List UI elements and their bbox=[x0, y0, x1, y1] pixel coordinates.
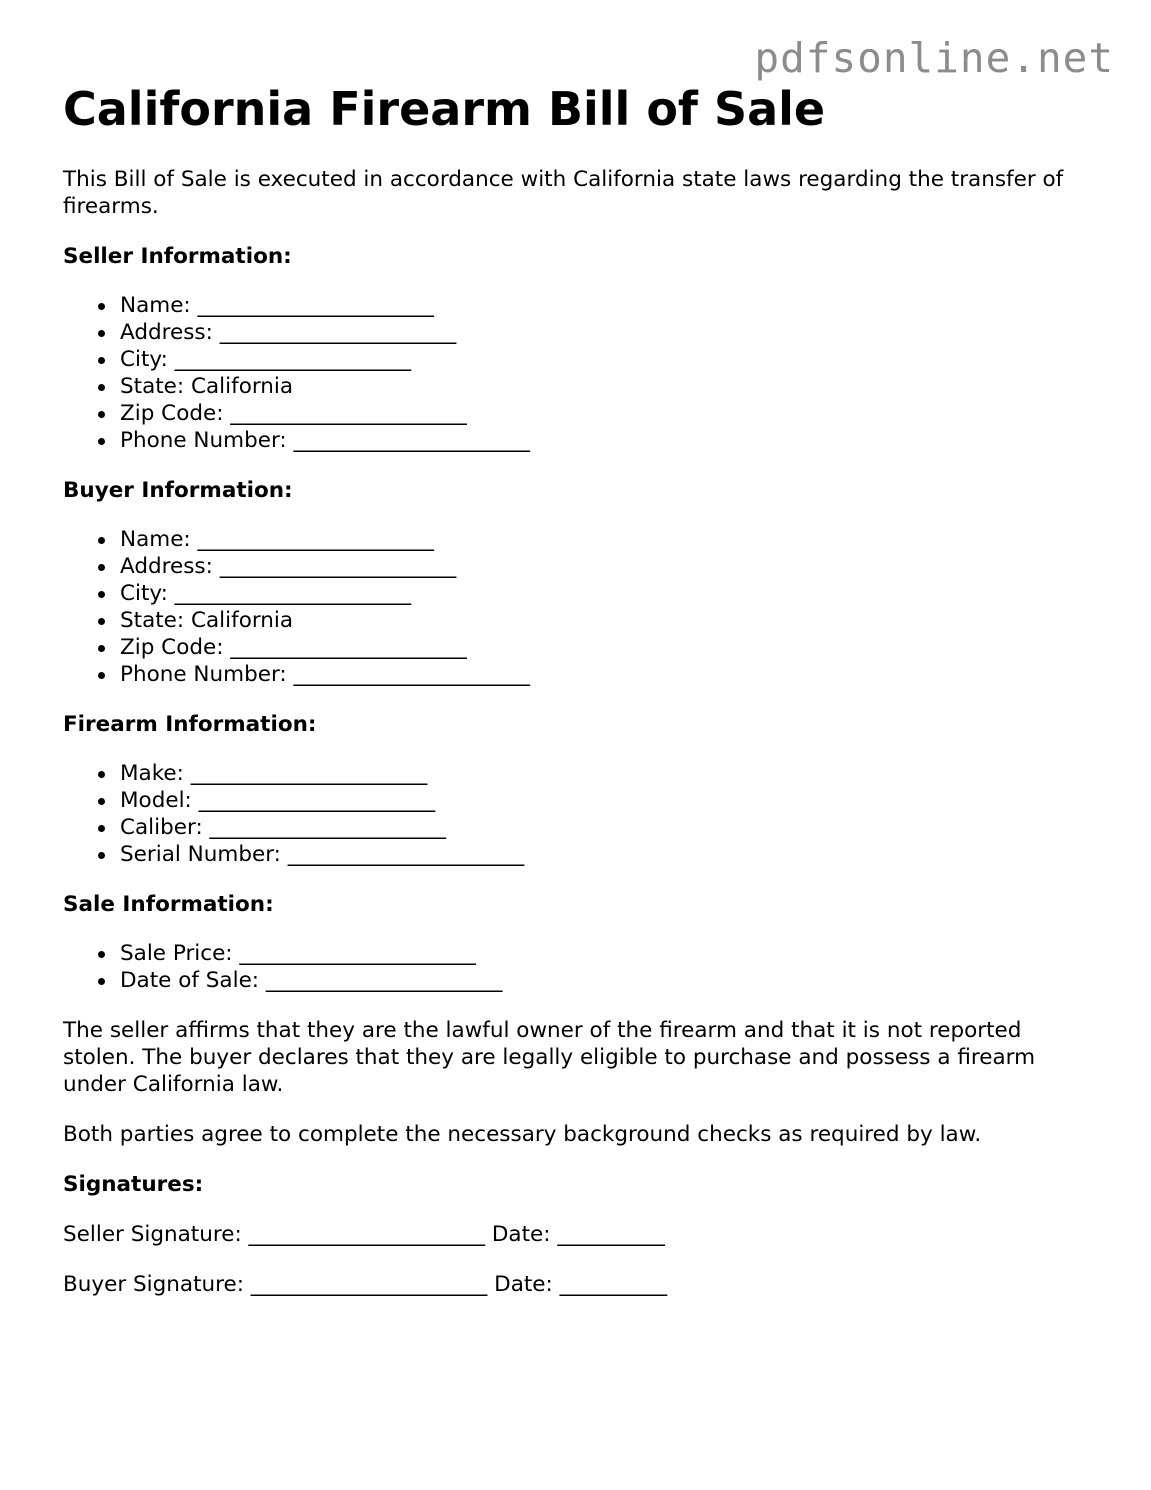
buyer-name-field: Name: ______________________ bbox=[120, 526, 1093, 553]
seller-state-field: State: California bbox=[120, 373, 1093, 400]
sale-list bbox=[63, 940, 1093, 994]
buyer-heading: Buyer Information: bbox=[63, 478, 293, 503]
watermark: pdfsonline.net bbox=[754, 34, 1114, 82]
buyer-list bbox=[63, 526, 1093, 688]
seller-address-field: Address: ______________________ bbox=[120, 319, 1093, 346]
buyer-state-field: State: California bbox=[120, 607, 1093, 634]
affirmation-paragraph: The seller affirms that they are the lawful owner of the firearm and that it is not reported stolen. The buyer declares that they are legally eligible to purchase and possess a firearm under California law. bbox=[63, 1018, 1036, 1097]
sale-heading: Sale Information: bbox=[63, 892, 274, 917]
firearm-make-field: Make: ______________________ bbox=[120, 760, 1093, 787]
signatures-heading: Signatures: bbox=[63, 1172, 204, 1197]
buyer-phone-field: Phone Number: ______________________ bbox=[120, 661, 1093, 688]
buyer-city-field: City: ______________________ bbox=[120, 580, 1093, 607]
buyer-address-field: Address: ______________________ bbox=[120, 553, 1093, 580]
document-title: California Firearm Bill of Sale bbox=[63, 82, 826, 136]
seller-zip-field: Zip Code: ______________________ bbox=[120, 400, 1093, 427]
seller-heading: Seller Information: bbox=[63, 244, 292, 269]
buyer-signature-line: Buyer Signature: ______________________ Date: __________ bbox=[63, 1272, 668, 1297]
seller-city-field: City: ______________________ bbox=[120, 346, 1093, 373]
sale-date-field: Date of Sale: ______________________ bbox=[120, 967, 1093, 994]
seller-phone-field: Phone Number: ______________________ bbox=[120, 427, 1093, 454]
buyer-zip-field: Zip Code: ______________________ bbox=[120, 634, 1093, 661]
intro-paragraph: This Bill of Sale is executed in accordance with California state laws regarding the transfer of firearms. bbox=[63, 167, 1064, 219]
seller-list bbox=[63, 292, 1093, 454]
seller-signature-line: Seller Signature: ______________________ Date: __________ bbox=[63, 1222, 665, 1247]
firearm-caliber-field: Caliber: ______________________ bbox=[120, 814, 1093, 841]
sale-price-field: Sale Price: ______________________ bbox=[120, 940, 1093, 967]
firearm-list bbox=[63, 760, 1093, 868]
seller-name-field: Name: ______________________ bbox=[120, 292, 1093, 319]
firearm-model-field: Model: ______________________ bbox=[120, 787, 1093, 814]
document-page bbox=[63, 82, 1093, 1298]
firearm-serial-field: Serial Number: ______________________ bbox=[120, 841, 1093, 868]
background-check-paragraph: Both parties agree to complete the necessary background checks as required by law. bbox=[63, 1122, 982, 1147]
firearm-heading: Firearm Information: bbox=[63, 712, 317, 737]
